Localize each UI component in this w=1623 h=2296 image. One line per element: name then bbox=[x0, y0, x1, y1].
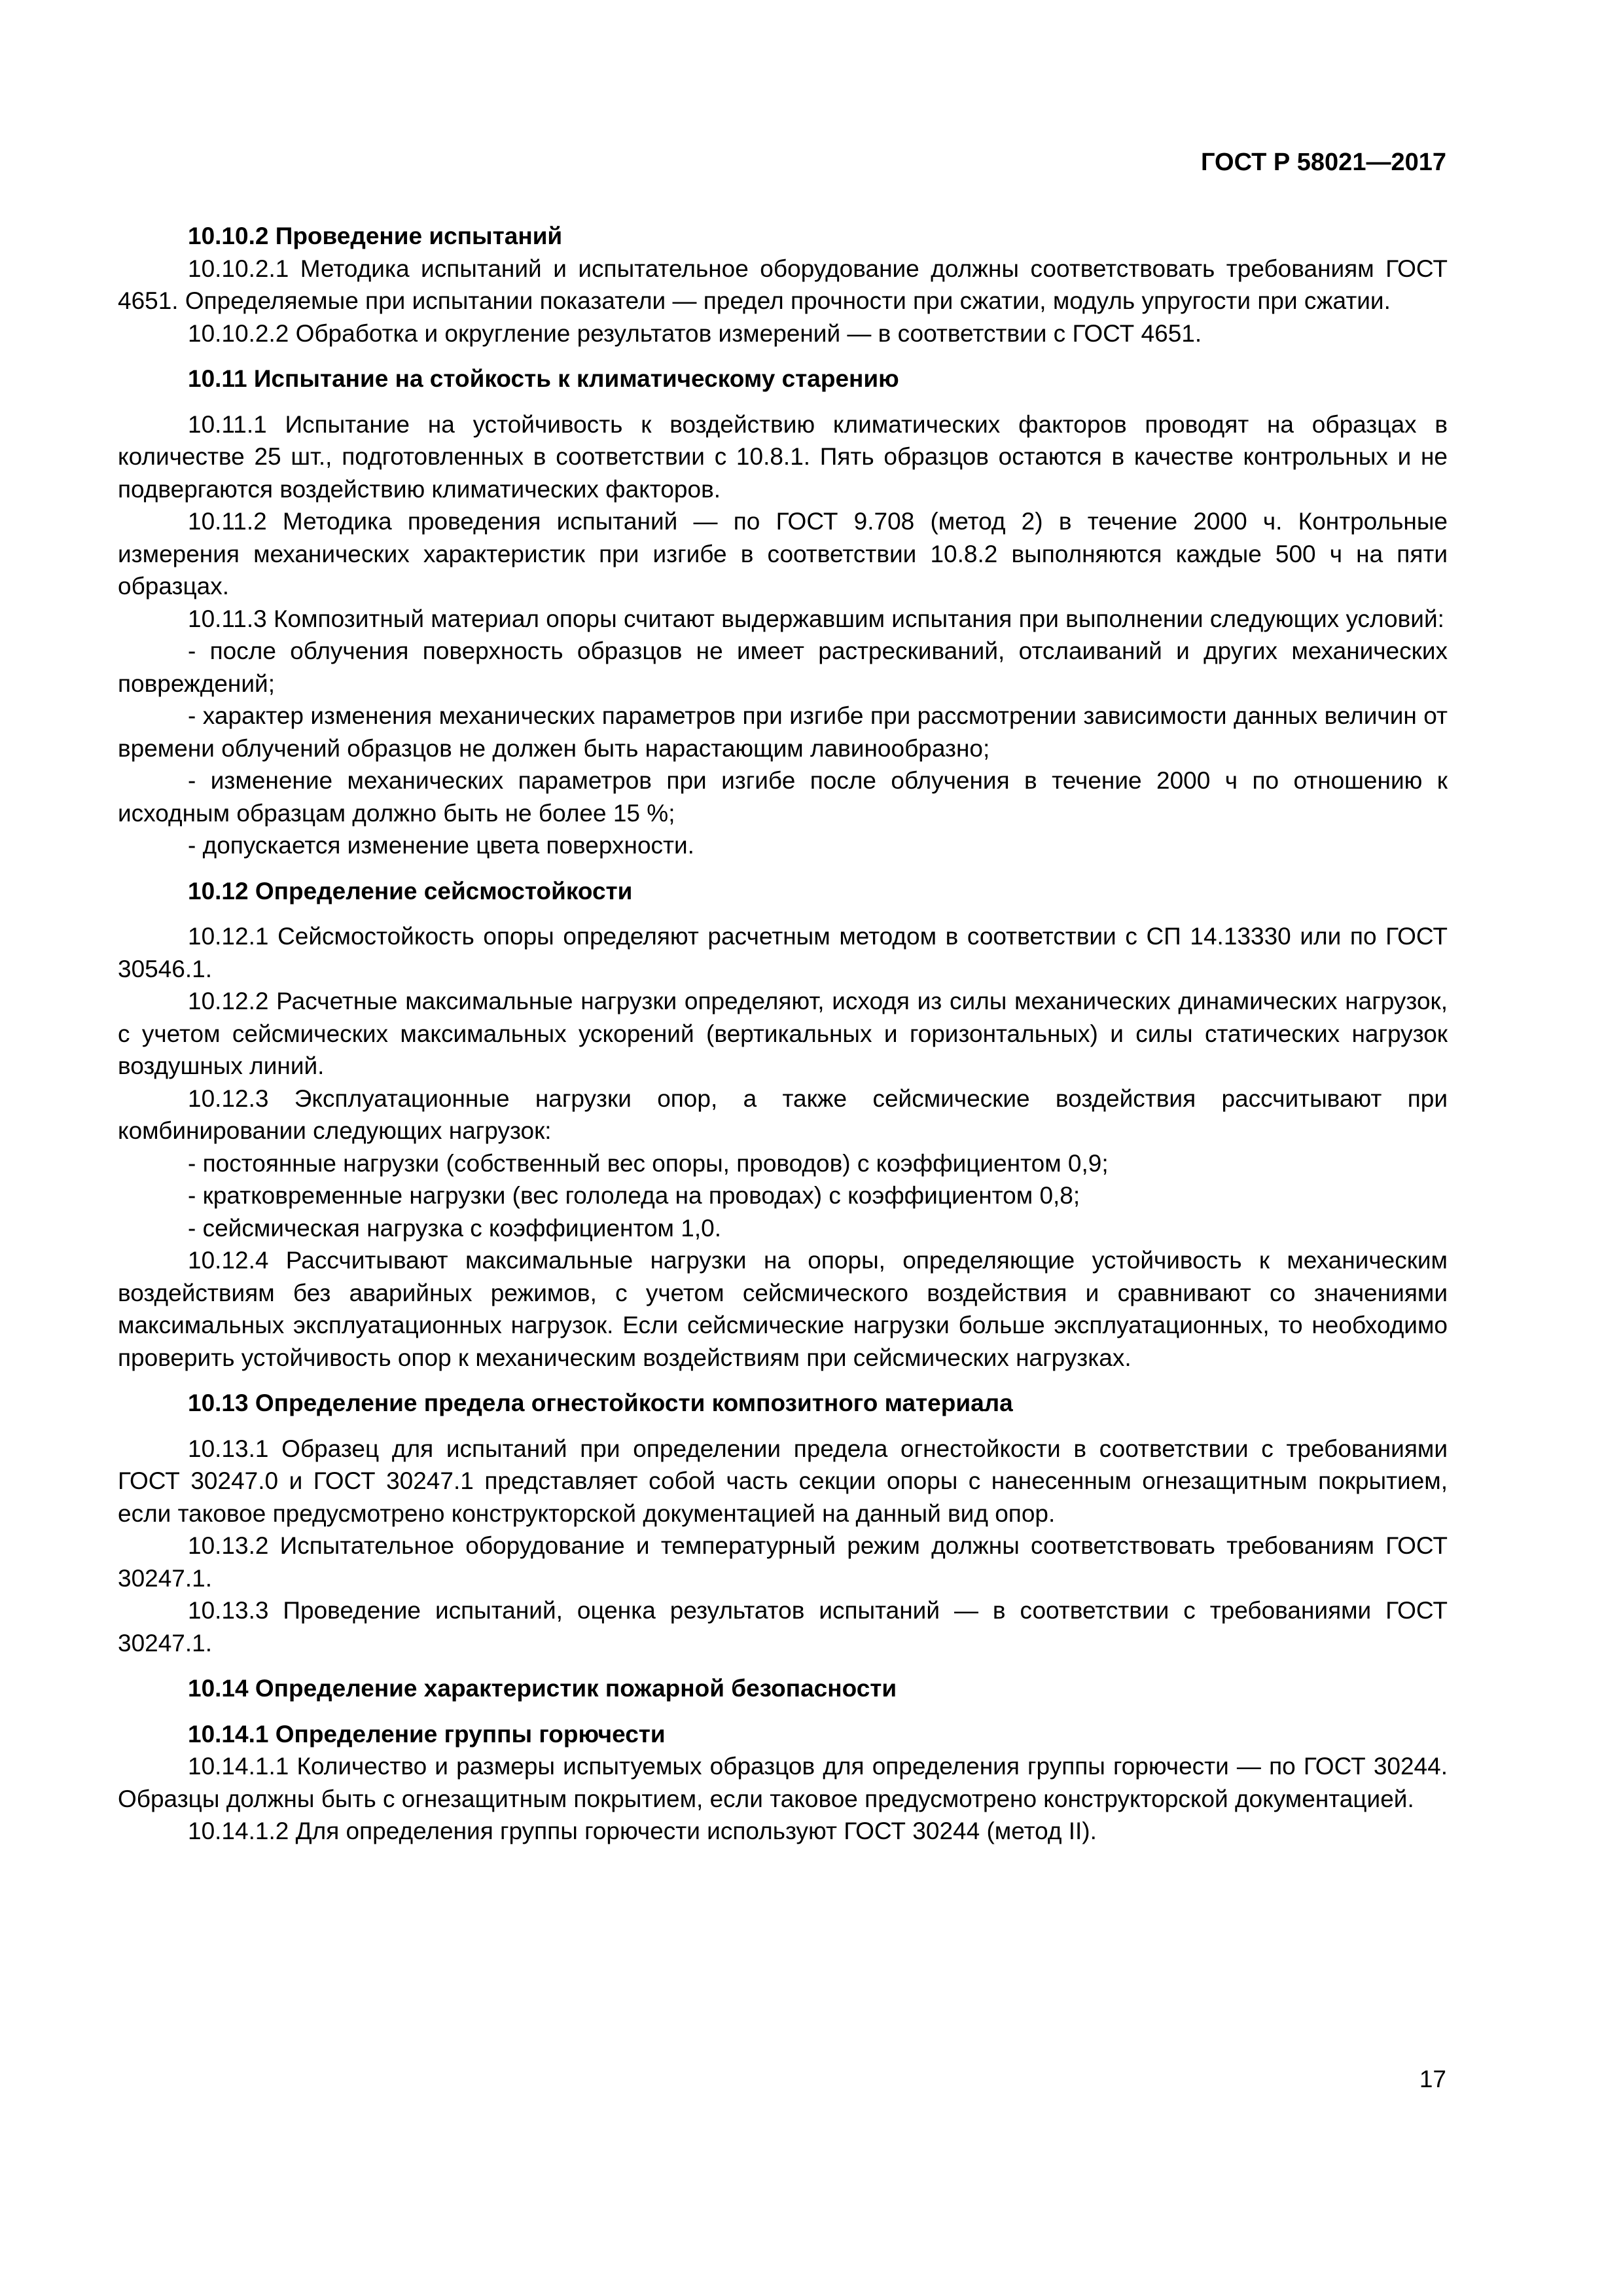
section-heading: 10.13 Определение предела огнестойкости композитного материала bbox=[188, 1390, 1013, 1416]
paragraph: 10.13.2 Испытательное оборудование и температурный режим должны соответствовать требованиям ГОСТ 30247.1. bbox=[118, 1532, 1448, 1592]
paragraph: 10.12.1 Сейсмостойкость опоры определяют расчетным методом в соответствии с СП 14.13330 или по ГОСТ 30546.1. bbox=[118, 923, 1448, 982]
section-heading: 10.14.1 Определение группы горючести bbox=[188, 1720, 666, 1748]
section-heading: 10.12 Определение сейсмостойкости bbox=[188, 877, 633, 905]
section-heading: 10.11 Испытание на стойкость к климатическому старению bbox=[188, 365, 899, 392]
paragraph: - характер изменения механических параметров при изгибе при рассмотрении зависимости данных величин от времени облучений образцов не должен быть нарастающим лавинообразно; bbox=[118, 702, 1448, 762]
paragraph: 10.13.1 Образец для испытаний при определении предела огнестойкости в соответствии с требованиями ГОСТ 30247.0 и ГОСТ 30247.1 представляет собой часть секции опоры с нанесенным огнезащитным покрытием, если таковое предусмотрено конструкторской документацией на данный вид опор. bbox=[118, 1435, 1448, 1527]
paragraph: - изменение механических параметров при изгибе после облучения в течение 2000 ч по отношению к исходным образцам должно быть не более 15 %; bbox=[118, 767, 1448, 827]
paragraph: 10.14.1.2 Для определения группы горючести используют ГОСТ 30244 (метод II). bbox=[188, 1818, 1097, 1844]
paragraph: - постоянные нагрузки (собственный вес опоры, проводов) с коэффициентом 0,9; bbox=[188, 1149, 1109, 1177]
paragraph: 10.12.2 Расчетные максимальные нагрузки определяют, исходя из силы механических динамических нагрузок, с учетом сейсмических максимальных ускорений (вертикальных и горизонтальных) и силы статических нагрузок воздушных линий. bbox=[118, 988, 1448, 1079]
paragraph: 10.12.4 Рассчитывают максимальные нагрузки на опоры, определяющие устойчивость к механическим воздействиям без аварийных режимов, с учетом сейсмического воздействия и сравнивают со значениями максимальных эксплуатационных нагрузок. Если сейсмические нагрузки больше эксплуатационных, то необходимо проверить устойчивость опор к механическим воздействиям при сейсмических нагрузках. bbox=[118, 1247, 1448, 1371]
section-heading: 10.10.2 Проведение испытаний bbox=[188, 223, 563, 249]
paragraph: - после облучения поверхность образцов не имеет растрескиваний, отслаиваний и других механических повреждений; bbox=[118, 637, 1448, 697]
paragraph: 10.12.3 Эксплуатационные нагрузки опор, а также сейсмические воздействия рассчитывают при комбинировании следующих нагрузок: bbox=[118, 1085, 1448, 1144]
paragraph: - допускается изменение цвета поверхности. bbox=[188, 832, 694, 859]
paragraph: 10.14.1.1 Количество и размеры испытуемых образцов для определения группы горючести — по ГОСТ 30244. Образцы должны быть с огнезащитным покрытием, если таковое предусмотрено конструкторской документацией. bbox=[118, 1753, 1448, 1812]
page-number: 17 bbox=[1419, 2066, 1446, 2092]
section-heading: 10.14 Определение характеристик пожарной безопасности bbox=[188, 1675, 897, 1702]
paragraph: 10.11.2 Методика проведения испытаний — по ГОСТ 9.708 (метод 2) в течение 2000 ч. Контрольные измерения механических характеристик при изгибе в соответствии 10.8.2 выполняются каждые 500 ч на пяти образцах. bbox=[118, 508, 1448, 600]
paragraph: 10.11.3 Композитный материал опоры считают выдержавшим испытания при выполнении следующих условий: bbox=[188, 605, 1444, 632]
paragraph: - кратковременные нагрузки (вес гололеда на проводах) с коэффициентом 0,8; bbox=[188, 1182, 1080, 1209]
paragraph: 10.10.2.2 Обработка и округление результатов измерений — в соответствии с ГОСТ 4651. bbox=[188, 319, 1202, 347]
paragraph: - сейсмическая нагрузка с коэффициентом 1,0. bbox=[188, 1214, 721, 1242]
document-id: ГОСТ Р 58021—2017 bbox=[1201, 149, 1446, 176]
paragraph: 10.10.2.1 Методика испытаний и испытательное оборудование должны соответствовать требованиям ГОСТ 4651. Определяемые при испытании показатели — предел прочности при сжатии, модуль упругости при сжатии. bbox=[118, 255, 1448, 314]
paragraph: 10.11.1 Испытание на устойчивость к воздействию климатических факторов проводят на образцах в количестве 25 шт., подготовленных в соответствии с 10.8.1. Пять образцов остаются в качестве контрольных и не подвергаются воздействию климатических факторов. bbox=[118, 410, 1448, 503]
paragraph: 10.13.3 Проведение испытаний, оценка результатов испытаний — в соответствии с требованиями ГОСТ 30247.1. bbox=[118, 1597, 1448, 1657]
document-body bbox=[118, 220, 1448, 1848]
